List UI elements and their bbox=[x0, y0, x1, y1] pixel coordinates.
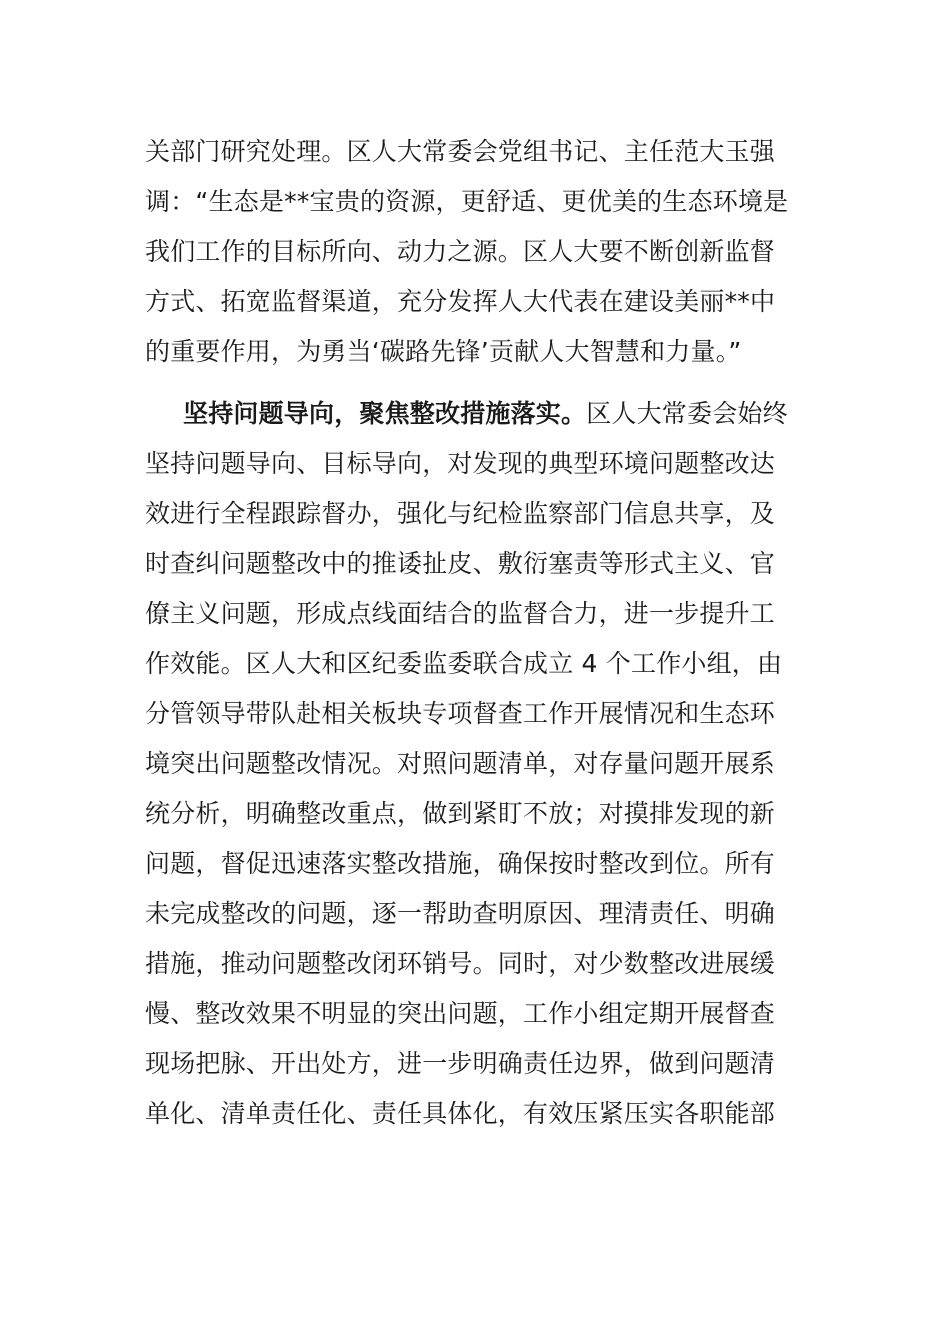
paragraph-line: 境突出问题整改情况。对照问题清单，对存量问题开展系 bbox=[145, 749, 776, 778]
paragraph-line: 时查纠问题整改中的推诿扯皮、敷衍塞责等形式主义、官 bbox=[145, 549, 776, 578]
paragraph-2 bbox=[145, 389, 810, 1139]
paragraph-line: 问题，督促迅速落实整改措施，确保按时整改到位。所有 bbox=[145, 849, 776, 878]
paragraph-line: 坚持问题导向、目标导向，对发现的典型环境问题整改达 bbox=[145, 449, 776, 478]
paragraph-line: 慢、整改效果不明显的突出问题，工作小组定期开展督查 bbox=[145, 999, 776, 1028]
paragraph-line: 关部门研究处理。区人大常委会党组书记、主任范大玉强 bbox=[145, 137, 776, 166]
paragraph-line: 统分析，明确整改重点，做到紧盯不放；对摸排发现的新 bbox=[145, 799, 776, 828]
paragraph-line: 效进行全程跟踪督办，强化与纪检监察部门信息共享，及 bbox=[145, 499, 776, 528]
paragraph-line: 方式、拓宽监督渠道，充分发挥人大代表在建设美丽**中 bbox=[145, 287, 776, 316]
paragraph-line: 单化、清单责任化、责任具体化，有效压紧压实各职能部 bbox=[145, 1099, 776, 1128]
paragraph-heading: 坚持问题导向，聚焦整改措施落实。 bbox=[183, 399, 587, 428]
paragraph-line: 僚主义问题，形成点线面结合的监督合力，进一步提升工 bbox=[145, 599, 776, 628]
paragraph-line: 未完成整改的问题，逐一帮助查明原因、理清责任、明确 bbox=[145, 899, 776, 928]
paragraph-line: 作效能。区人大和区纪委监委联合成立 4 个工作小组，由 bbox=[145, 649, 783, 678]
paragraph-first-line-text: 区人大常委会始终 bbox=[586, 399, 788, 428]
paragraph-line: 措施，推动问题整改闭环销号。同时，对少数整改进展缓 bbox=[145, 949, 776, 978]
paragraph-line: 调：“生态是**宝贵的资源，更舒适、更优美的生态环境是 bbox=[145, 187, 789, 216]
paragraph-line: 分管领导带队赴相关板块专项督查工作开展情况和生态环 bbox=[145, 699, 776, 728]
paragraph-line: 我们工作的目标所向、动力之源。区人大要不断创新监督 bbox=[145, 237, 776, 266]
paragraph-1 bbox=[145, 127, 810, 377]
paragraph-line: 现场把脉、开出处方，进一步明确责任边界，做到问题清 bbox=[145, 1049, 776, 1078]
paragraph-line: 的重要作用，为勇当‘碳路先锋’贡献人大智慧和力量。” bbox=[145, 337, 742, 366]
paragraph-first-line bbox=[145, 389, 810, 439]
